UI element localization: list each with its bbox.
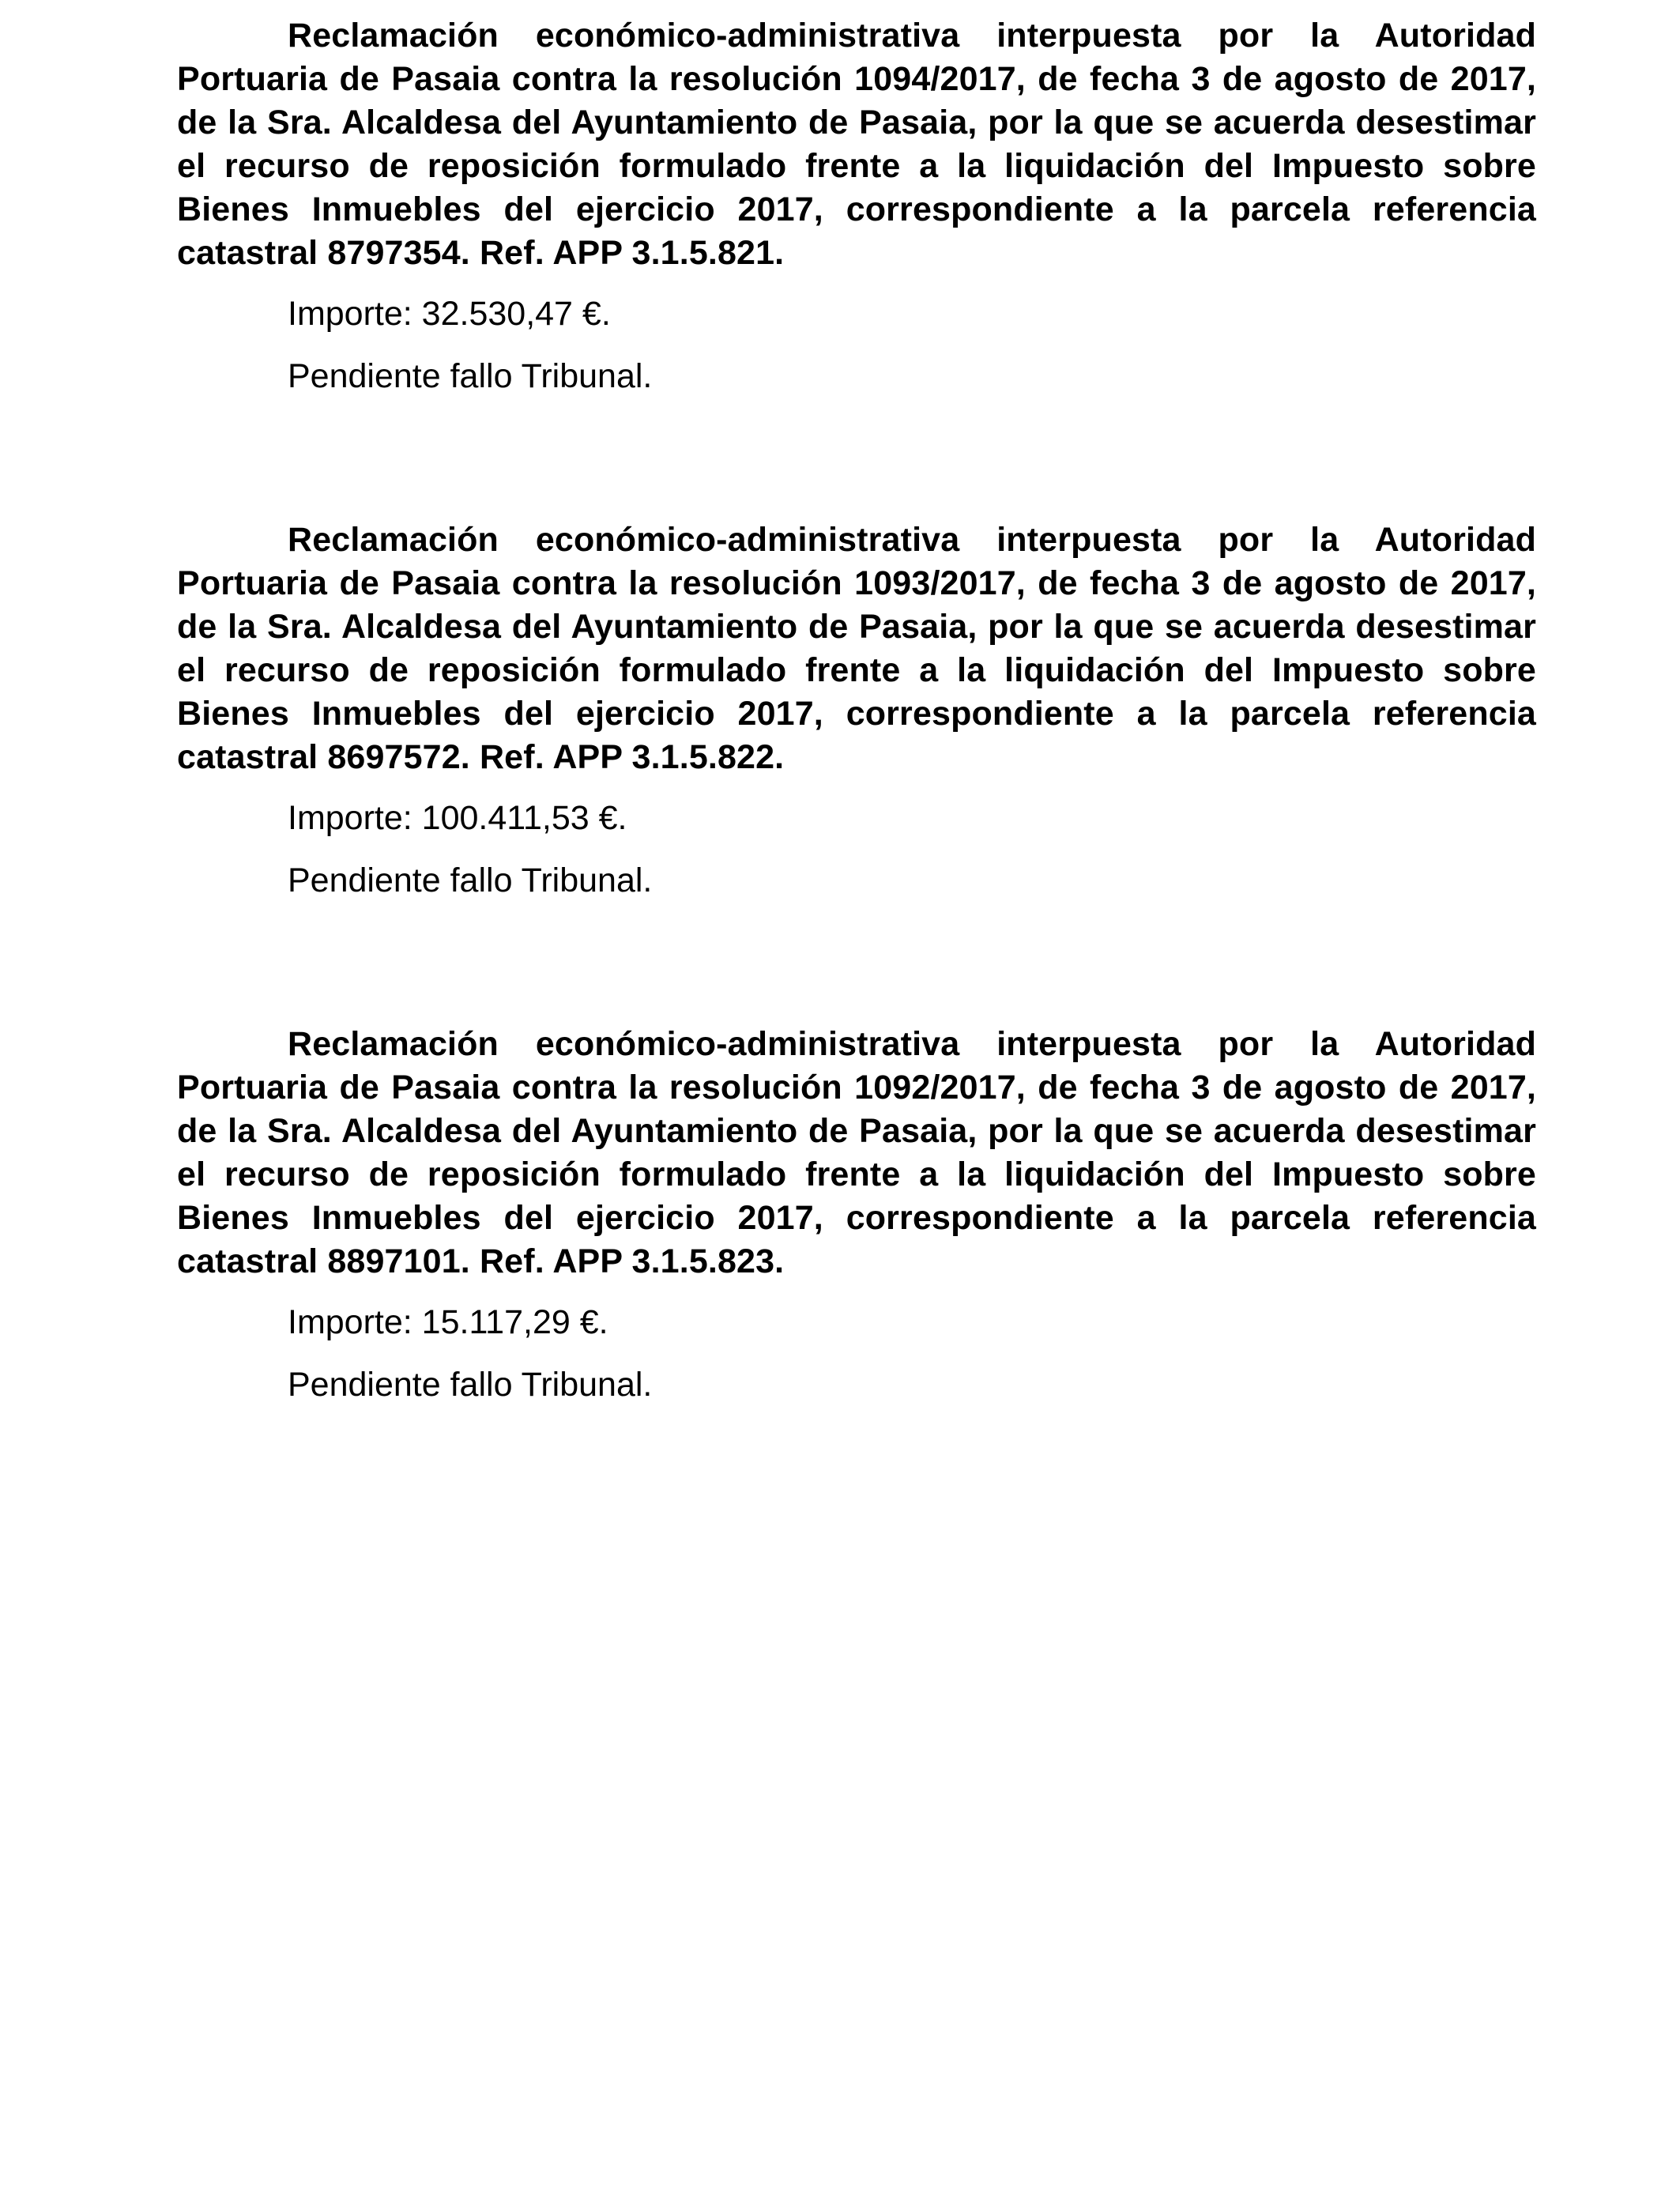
claim-description: Reclamación económico-administrativa interpuesta por la Autoridad Portuaria de Pasaia contra la resolución 1093/2017, de fecha 3 de agosto de 2017, de la Sra. Alcaldesa del Ayuntamiento de Pasaia, por la que se acuerda desestimar el recurso de reposición formulado frente a la liquidación del Impuesto sobre Bienes Inmuebles del ejercicio 2017, correspondiente a la parcela referencia catastral 8697572. Ref. APP 3.1.5.822. [177,521,1536,776]
claim-status: Pendiente fallo Tribunal. [288,1366,653,1404]
claim-status: Pendiente fallo Tribunal. [288,861,653,899]
claim-entry [177,1023,1536,1407]
claim-amount: Importe: 32.530,47 €. [288,295,611,333]
claim-description: Reclamación económico-administrativa interpuesta por la Autoridad Portuaria de Pasaia contra la resolución 1092/2017, de fecha 3 de agosto de 2017, de la Sra. Alcaldesa del Ayuntamiento de Pasaia, por la que se acuerda desestimar el recurso de reposición formulado frente a la liquidación del Impuesto sobre Bienes Inmuebles del ejercicio 2017, correspondiente a la parcela referencia catastral 8897101. Ref. APP 3.1.5.823. [177,1025,1536,1280]
claim-description: Reclamación económico-administrativa interpuesta por la Autoridad Portuaria de Pasaia contra la resolución 1094/2017, de fecha 3 de agosto de 2017, de la Sra. Alcaldesa del Ayuntamiento de Pasaia, por la que se acuerda desestimar el recurso de reposición formulado frente a la liquidación del Impuesto sobre Bienes Inmuebles del ejercicio 2017, correspondiente a la parcela referencia catastral 8797354. Ref. APP 3.1.5.821. [177,17,1536,272]
claim-entry [177,518,1536,903]
claim-amount: Importe: 100.411,53 €. [288,799,627,837]
claim-entry [177,14,1536,398]
claim-status: Pendiente fallo Tribunal. [288,357,653,395]
claim-amount: Importe: 15.117,29 €. [288,1303,608,1341]
